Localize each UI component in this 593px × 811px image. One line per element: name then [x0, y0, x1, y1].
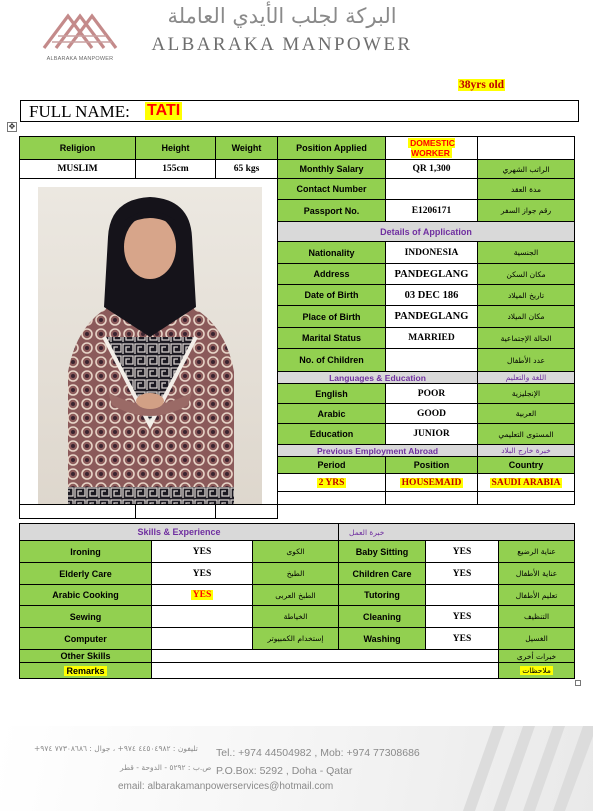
- religion-label: Religion: [20, 137, 136, 160]
- nationality-value: INDONESIA: [386, 242, 478, 264]
- full-name-bar: [20, 100, 579, 122]
- education-value: JUNIOR: [386, 424, 478, 445]
- address-value: PANDEGLANG: [386, 264, 478, 285]
- place-of-birth-arabic: مكان الميلاد: [478, 306, 575, 328]
- remarks-value: [152, 663, 499, 679]
- skills-section-arabic: خبرة العمل: [339, 524, 575, 541]
- skills-table: [19, 523, 575, 679]
- skill-sewing-value: [152, 606, 253, 628]
- passport-arabic: رقم جواز السفر: [478, 200, 575, 222]
- arabic-arabic: العربية: [478, 404, 575, 424]
- employment-empty-cell: [216, 505, 278, 519]
- footer-stripes-decoration: [423, 726, 593, 811]
- letterhead: [0, 0, 593, 72]
- skill-computer-value: [152, 628, 253, 650]
- height-label: Height: [136, 137, 216, 160]
- address-label: Address: [278, 264, 386, 285]
- footer-phone: Tel.: +974 44504982 , Mob: +974 77308686: [216, 747, 420, 759]
- skill-cleaning-label: Cleaning: [339, 606, 426, 628]
- details-section-header: Details of Application: [278, 222, 575, 242]
- employment-empty-cell: [136, 505, 216, 519]
- employment-empty-cell: [386, 492, 478, 505]
- nationality-label: Nationality: [278, 242, 386, 264]
- footer-phone-arabic: تليفون : ٤٤٥٠٤٩٨٢ ٩٧٤+ ، جوال : ٧٧٣٠٨٦٨٦ ٩٧٤+: [34, 744, 198, 753]
- employment-empty-cell: [478, 492, 575, 505]
- employment-section-header: Previous Employment Abroad: [278, 445, 478, 457]
- place-of-birth-label: Place of Birth: [278, 306, 386, 328]
- other-skills-arabic: خبرات أخرى: [499, 650, 575, 663]
- other-skills-value: [152, 650, 499, 663]
- height-value: 155cm: [136, 160, 216, 179]
- skill-computer-arabic: إستخدام الكمبيوتر: [253, 628, 339, 650]
- full-name-label: FULL NAME:: [29, 102, 130, 121]
- remarks-arabic: ملاحظات: [499, 663, 575, 679]
- position-header: Position: [386, 457, 478, 474]
- table-move-handle-icon[interactable]: ✥: [8, 122, 16, 131]
- dob-label: Date of Birth: [278, 285, 386, 306]
- monthly-salary-arabic: الراتب الشهري: [478, 160, 575, 179]
- cv-table: [19, 136, 575, 519]
- letterhead-footer: [0, 726, 593, 811]
- skill-elderly-care-label: Elderly Care: [20, 563, 152, 585]
- logo-caption: ALBARAKA MANPOWER: [46, 56, 114, 62]
- children-label: No. of Children: [278, 349, 386, 372]
- skill-arabic-cooking-label: Arabic Cooking: [20, 585, 152, 606]
- skill-sewing-label: Sewing: [20, 606, 152, 628]
- country-header: Country: [478, 457, 575, 474]
- marital-status-label: Marital Status: [278, 328, 386, 349]
- education-label: Education: [278, 424, 386, 445]
- skill-sewing-arabic: الخياطة: [253, 606, 339, 628]
- monthly-salary-label: Monthly Salary: [278, 160, 386, 179]
- marital-status-value: MARRIED: [386, 328, 478, 349]
- skill-arabic-cooking-arabic: الطبخ العربى: [253, 585, 339, 606]
- skill-arabic-cooking-value: YES: [152, 585, 253, 606]
- employment-empty-cell: [20, 505, 136, 519]
- employment-period: 2 YRS: [278, 474, 386, 492]
- other-skills-label: Other Skills: [20, 650, 152, 663]
- brand-name-english: ALBARAKA MANPOWER: [151, 34, 413, 55]
- contact-number-value: [386, 179, 478, 200]
- dob-value: 03 DEC 186: [386, 285, 478, 306]
- dob-arabic: تاريخ الميلاد: [478, 285, 575, 306]
- languages-section-header: Languages & Education: [278, 372, 478, 384]
- arabic-label: Arabic: [278, 404, 386, 424]
- place-of-birth-value: PANDEGLANG: [386, 306, 478, 328]
- skill-tutoring-label: Tutoring: [339, 585, 426, 606]
- skill-children-care-label: Children Care: [339, 563, 426, 585]
- footer-po-box: P.O.Box: 5292 , Doha - Qatar: [216, 765, 353, 777]
- skill-washing-value: YES: [426, 628, 499, 650]
- skill-computer-label: Computer: [20, 628, 152, 650]
- english-value: POOR: [386, 384, 478, 404]
- employment-position: HOUSEMAID: [386, 474, 478, 492]
- position-applied-value: DOMESTIC WORKER: [386, 137, 478, 160]
- languages-section-arabic: اللغة والتعليم: [478, 372, 575, 384]
- employment-empty-cell: [278, 492, 386, 505]
- english-arabic: الإنجليزية: [478, 384, 575, 404]
- passport-label: Passport No.: [278, 200, 386, 222]
- arabic-value: GOOD: [386, 404, 478, 424]
- english-label: English: [278, 384, 386, 404]
- employment-section-arabic: خبرة خارج البلاد: [478, 445, 575, 457]
- skill-children-care-value: YES: [426, 563, 499, 585]
- skill-ironing-value: YES: [152, 541, 253, 563]
- skill-ironing-arabic: الكوى: [253, 541, 339, 563]
- skill-baby-sitting-value: YES: [426, 541, 499, 563]
- marital-status-arabic: الحالة الإجتماعية: [478, 328, 575, 349]
- skill-washing-label: Washing: [339, 628, 426, 650]
- education-arabic: المستوى التعليمي: [478, 424, 575, 445]
- candidate-photo: [38, 187, 262, 505]
- nationality-arabic: الجنسية: [478, 242, 575, 264]
- position-applied-label: Position Applied: [278, 137, 386, 160]
- address-arabic: مكان السكن: [478, 264, 575, 285]
- skill-baby-sitting-arabic: عناية الرضيع: [499, 541, 575, 563]
- skill-cleaning-arabic: التنظيف: [499, 606, 575, 628]
- children-arabic: عدد الأطفال: [478, 349, 575, 372]
- skill-tutoring-arabic: تعليم الأطفال: [499, 585, 575, 606]
- employment-country: SAUDI ARABIA: [478, 474, 575, 492]
- brand-name-arabic: البركة لجلب الأيدي العاملة: [167, 4, 397, 28]
- footer-email: email: albarakamanpowerservices@hotmail.com: [118, 781, 334, 792]
- skill-cleaning-value: YES: [426, 606, 499, 628]
- skills-section-header: Skills & Experience: [20, 524, 339, 541]
- skill-tutoring-value: [426, 585, 499, 606]
- contact-number-label: Contact Number: [278, 179, 386, 200]
- remarks-label: Remarks: [20, 663, 152, 679]
- period-header: Period: [278, 457, 386, 474]
- monthly-salary-value: QR 1,300: [386, 160, 478, 179]
- skill-elderly-care-value: YES: [152, 563, 253, 585]
- skill-ironing-label: Ironing: [20, 541, 152, 563]
- skill-children-care-arabic: عناية الأطفال: [499, 563, 575, 585]
- skill-elderly-care-arabic: الطبخ: [253, 563, 339, 585]
- full-name-value: TATI: [147, 102, 181, 119]
- passport-value: E1206171: [386, 200, 478, 222]
- weight-label: Weight: [216, 137, 278, 160]
- table-resize-handle-icon[interactable]: [575, 680, 581, 686]
- skill-washing-arabic: الغسيل: [499, 628, 575, 650]
- footer-po-box-arabic: ص.ب : ٥٢٩٢ - الدوحة - قطر: [120, 763, 212, 772]
- children-value: [386, 349, 478, 372]
- skill-baby-sitting-label: Baby Sitting: [339, 541, 426, 563]
- contact-number-arabic: مدة العقد: [478, 179, 575, 200]
- weight-value: 65 kgs: [216, 160, 278, 179]
- religion-value: MUSLIM: [20, 160, 136, 179]
- photo-cell: [20, 179, 278, 505]
- age-badge: 38yrs old: [459, 79, 505, 91]
